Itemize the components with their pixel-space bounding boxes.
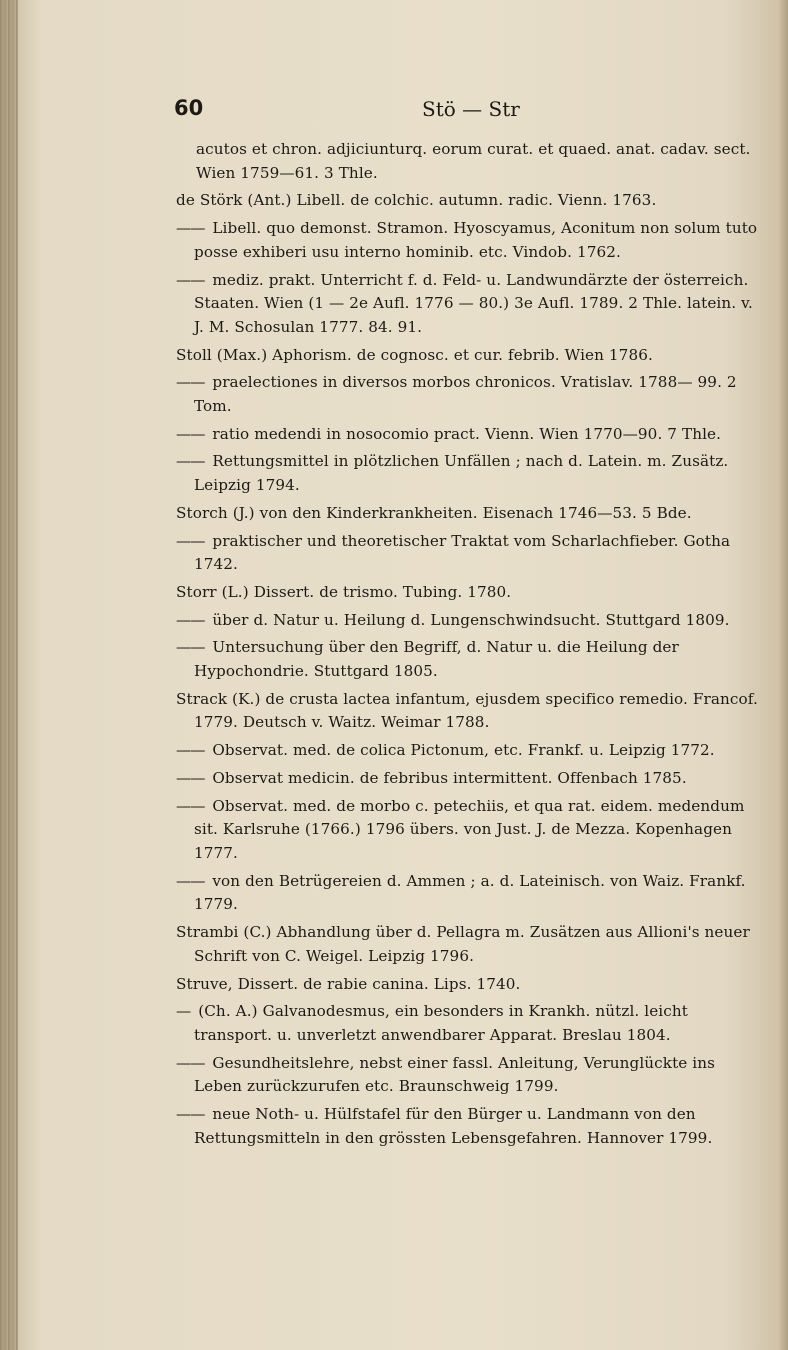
ditto-dash: — bbox=[176, 1002, 191, 1021]
bibliography-entry bbox=[176, 530, 766, 577]
entry-text: Strambi (C.) Abhandlung über d. Pellagra m. Zusätzen aus Allioni's neuer Schrift von C. Weigel. Leipzig 1796. bbox=[176, 923, 750, 965]
bibliography-entry bbox=[176, 423, 766, 447]
bibliography-entry bbox=[176, 973, 766, 997]
bibliography-entry bbox=[176, 371, 766, 418]
entry-text: ratio medendi in nosocomio pract. Vienn. Wien 1770—90. 7 Thle. bbox=[212, 424, 722, 443]
bibliography-list bbox=[176, 138, 766, 1154]
ditto-dash: —— bbox=[176, 796, 205, 815]
entry-text: Rettungsmittel in plötzlichen Unfällen ; nach d. Latein. m. Zusätz. Leipzig 1794. bbox=[194, 452, 729, 495]
bibliography-entry bbox=[176, 688, 766, 735]
ditto-dash: —— bbox=[176, 638, 205, 657]
ditto-dash: —— bbox=[176, 270, 205, 289]
bibliography-entry bbox=[176, 921, 766, 968]
entry-text: Storr (L.) Dissert. de trismo. Tubing. 1780. bbox=[176, 582, 512, 601]
entry-text: über d. Natur u. Heilung d. Lungenschwindsucht. Stuttgard 1809. bbox=[212, 610, 730, 629]
entry-text: Strack (K.) de crusta lactea infantum, ejusdem specifico remedio. Francof. 1779. Deutsch v. Waitz. Weimar 1788. bbox=[176, 689, 758, 732]
bibliography-entry bbox=[176, 767, 766, 791]
ditto-dash: —— bbox=[176, 1053, 205, 1072]
entry-text: Stoll (Max.) Aphorism. de cognosc. et cur. febrib. Wien 1786. bbox=[176, 345, 653, 364]
bibliography-entry bbox=[176, 795, 766, 866]
page-edge-shadow bbox=[778, 0, 788, 1350]
bibliography-entry bbox=[176, 344, 766, 368]
entry-text: von den Betrügereien d. Ammen ; a. d. Lateinisch. von Waiz. Frankf. 1779. bbox=[194, 871, 746, 914]
book-spine bbox=[0, 0, 18, 1350]
entry-text: Gesundheitslehre, nebst einer fassl. Anleitung, Verunglückte ins Leben zurückzurufen etc. Braunschweig 1799. bbox=[194, 1053, 716, 1096]
bibliography-entry bbox=[176, 1052, 766, 1099]
entry-text: Untersuchung über den Begriff, d. Natur u. die Heilung der Hypochondrie. Stuttgard 1805. bbox=[194, 638, 679, 681]
bibliography-entry bbox=[176, 870, 766, 917]
entry-text: Storch (J.) von den Kinderkrankheiten. Eisenach 1746—53. 5 Bde. bbox=[176, 503, 692, 522]
entry-text: de Störk (Ant.) Libell. de colchic. autumn. radic. Vienn. 1763. bbox=[176, 191, 657, 210]
ditto-dash: —— bbox=[176, 373, 205, 392]
page-header bbox=[168, 94, 728, 128]
entry-text: neue Noth- u. Hülfstafel für den Bürger u. Landmann von den Rettungsmitteln in den grössten Lebensgefahren. Hannover 1799. bbox=[194, 1105, 713, 1147]
ditto-dash: —— bbox=[176, 219, 205, 238]
page-number: 60 bbox=[174, 96, 204, 120]
bibliography-entry bbox=[176, 269, 766, 340]
bibliography-entry bbox=[176, 217, 766, 264]
ditto-dash: —— bbox=[176, 768, 205, 787]
ditto-dash: —— bbox=[176, 424, 205, 443]
ditto-dash: —— bbox=[176, 610, 205, 629]
entry-text: praktischer und theoretischer Traktat vom Scharlachfieber. Gotha 1742. bbox=[194, 531, 731, 574]
bibliography-entry bbox=[176, 502, 766, 526]
ditto-dash: —— bbox=[176, 531, 205, 550]
entry-text: (Ch. A.) Galvanodesmus, ein besonders in Krankh. nützl. leicht transport. u. unverletzt anwendbarer Apparat. Breslau 1804. bbox=[194, 1002, 688, 1044]
ditto-dash: —— bbox=[176, 452, 205, 471]
ditto-dash: —— bbox=[176, 741, 205, 760]
entry-text: Libell. quo demonst. Stramon. Hyoscyamus, Aconitum non solum tuto posse exhiberi usu interno hominib. etc. Vindob. 1762. bbox=[194, 219, 758, 261]
ditto-dash: —— bbox=[176, 1105, 205, 1124]
bibliography-entry bbox=[176, 636, 766, 683]
running-head: Stö — Str bbox=[422, 97, 520, 121]
bibliography-entry bbox=[176, 450, 766, 497]
entry-text: Observat. med. de morbo c. petechiis, et qua rat. eidem. medendum sit. Karlsruhe (1766.) 1796 übers. von Just. J. de Mezza. Kopenhagen 1777. bbox=[194, 796, 745, 862]
bibliography-entry bbox=[176, 189, 766, 213]
entry-text: Observat. med. de colica Pictonum, etc. Frankf. u. Leipzig 1772. bbox=[212, 741, 715, 760]
entry-text: praelectiones in diversos morbos chronicos. Vratislav. 1788— 99. 2 Tom. bbox=[194, 373, 737, 416]
bibliography-entry bbox=[176, 581, 766, 605]
entry-text: Observat medicin. de febribus intermittent. Offenbach 1785. bbox=[212, 768, 687, 787]
bibliography-entry bbox=[176, 609, 766, 633]
bibliography-entry bbox=[176, 1000, 766, 1047]
bibliography-entry bbox=[176, 739, 766, 763]
entry-text: mediz. prakt. Unterricht f. d. Feld- u. Landwundärzte der österreich. Staaten. Wien (1 — 2e Aufl. 1776 — 80.) 3e Aufl. 1789. 2 Thle. latein. v. J. M. Schosulan 1777. 84. 91. bbox=[194, 270, 753, 336]
entry-text: acutos et chron. adjiciunturq. eorum curat. et quaed. anat. cadav. sect. Wien 1759—61. 3 Thle. bbox=[196, 140, 751, 182]
ditto-dash: —— bbox=[176, 871, 205, 890]
bibliography-entry bbox=[176, 1103, 766, 1150]
bibliography-entry bbox=[176, 138, 766, 185]
entry-text: Struve, Dissert. de rabie canina. Lips. 1740. bbox=[176, 974, 521, 993]
